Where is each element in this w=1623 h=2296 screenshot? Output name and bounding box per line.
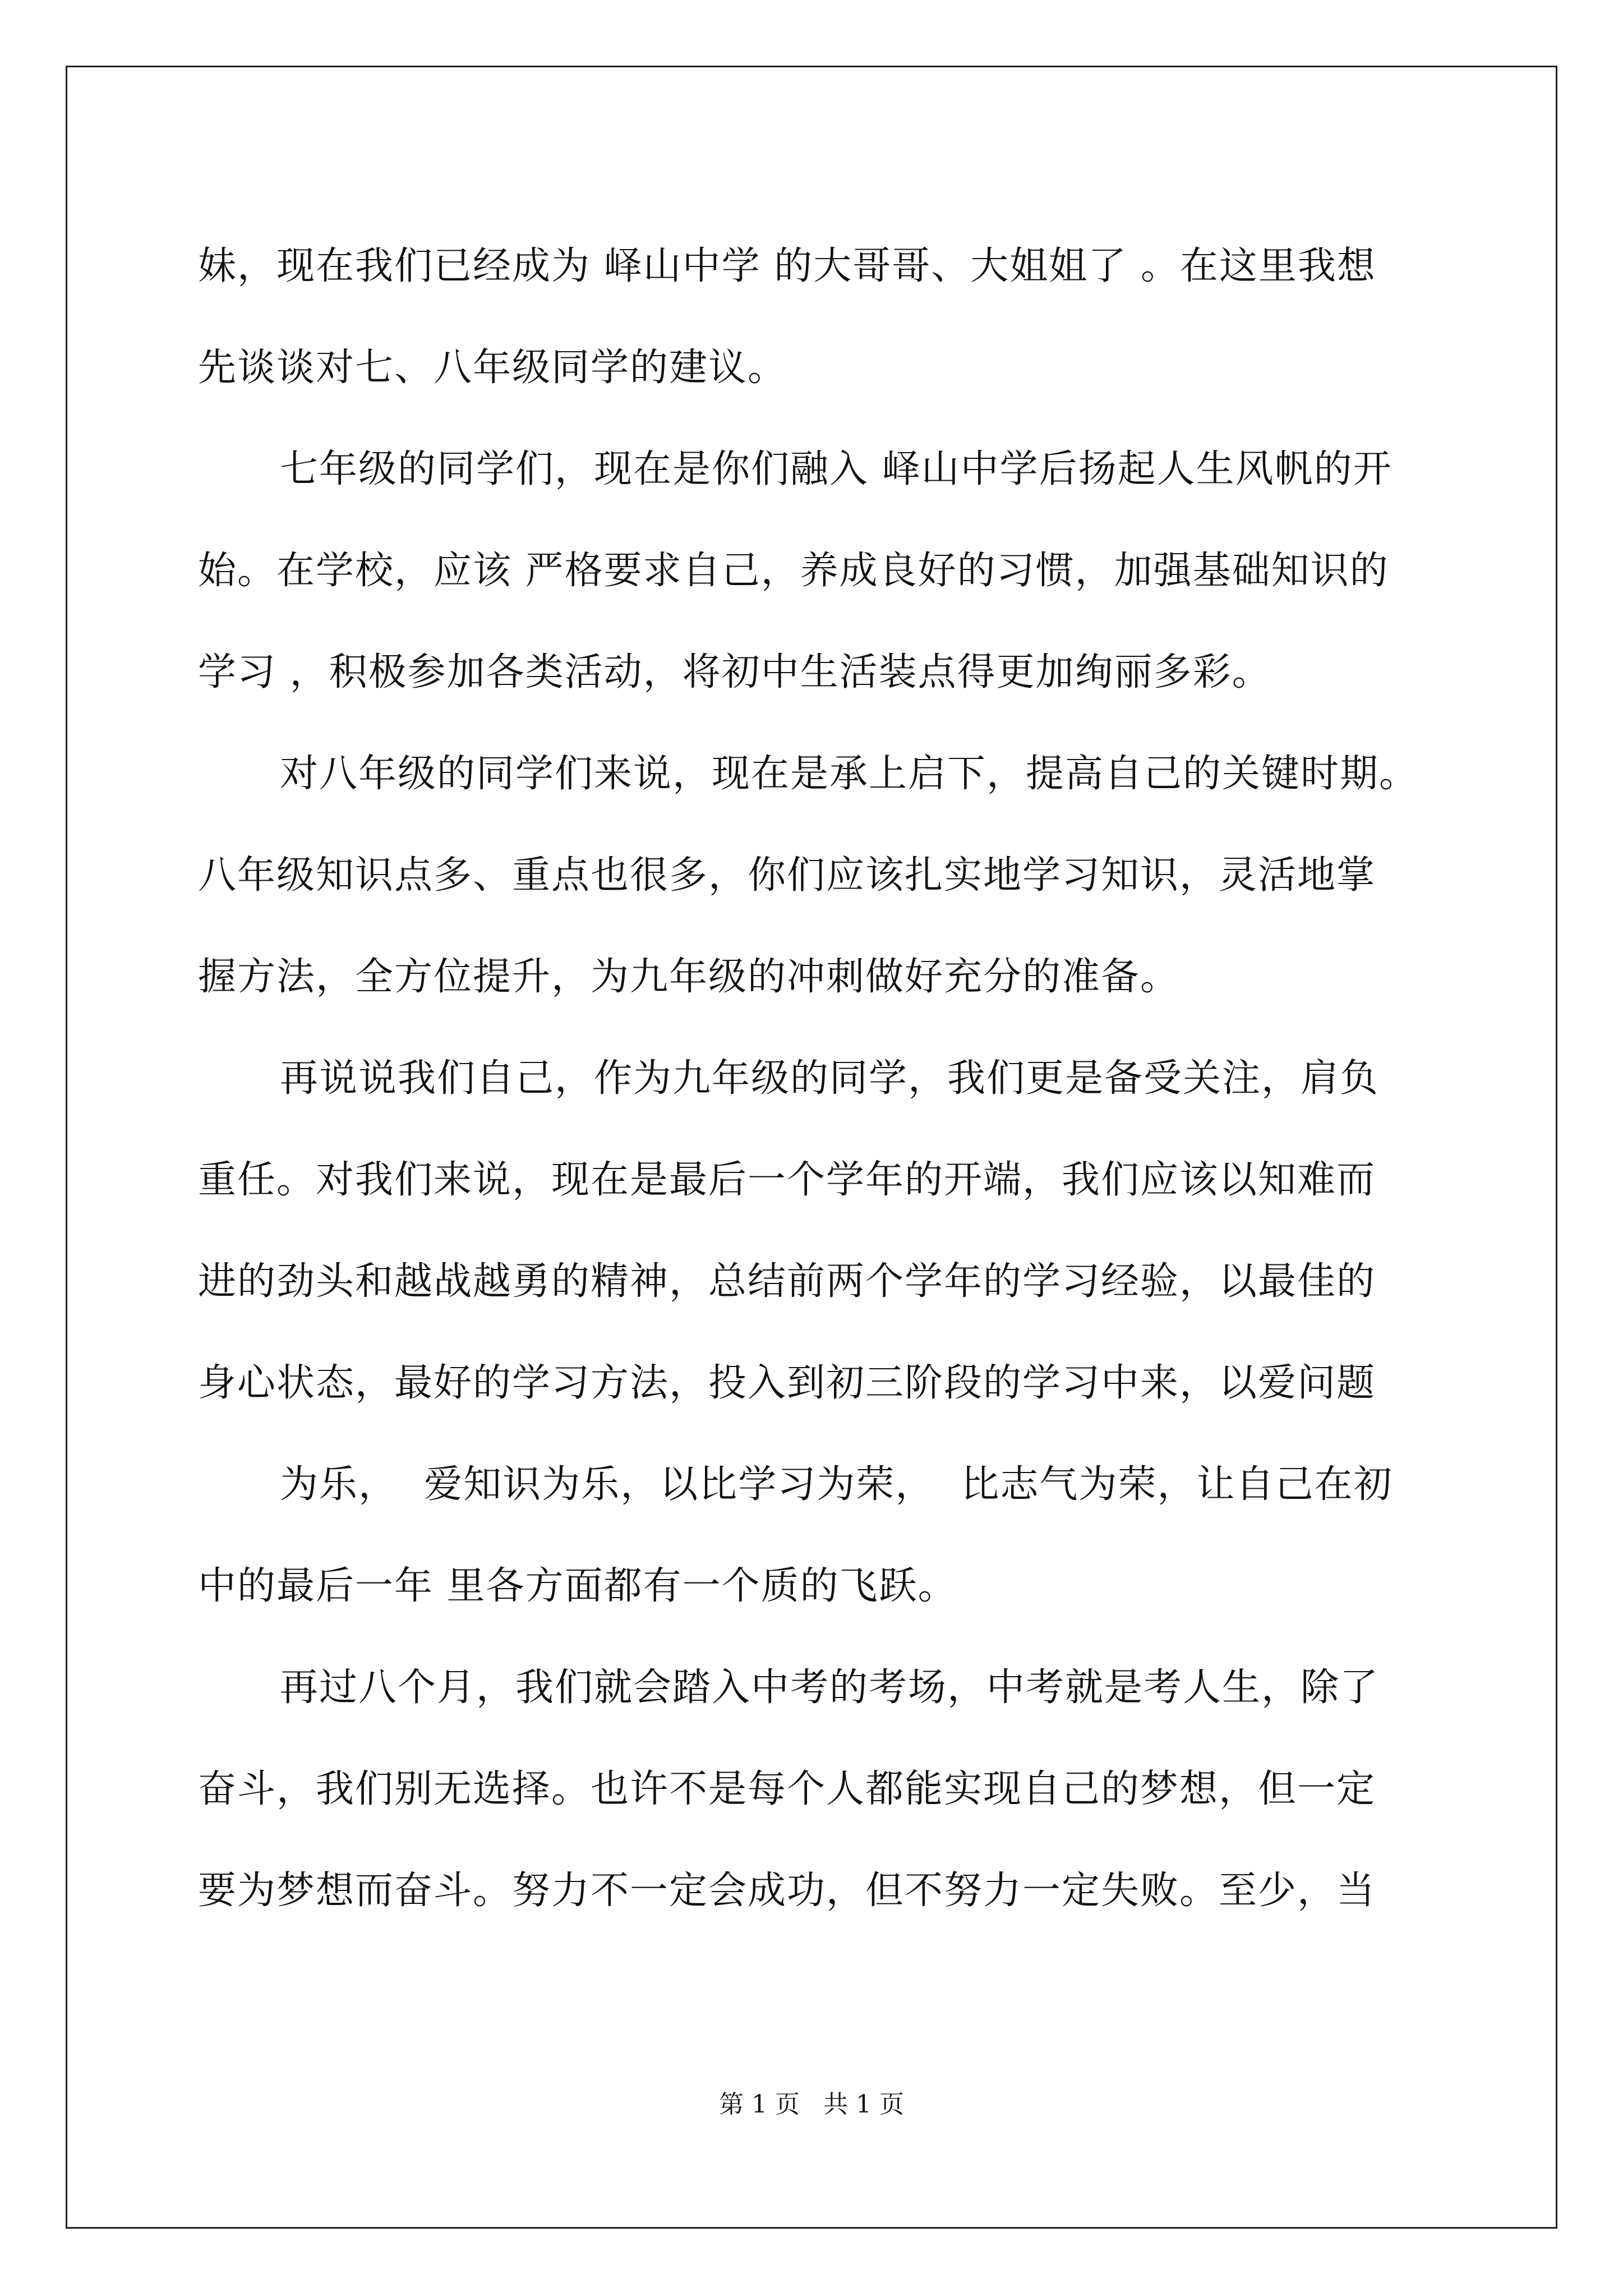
text-line: 奋斗，我们别无选择。也许不是每个人都能实现自己的梦想，但一定: [198, 1767, 1376, 1811]
text-line: 先谈谈对七、八年级同学的建议。: [198, 346, 787, 390]
document-body: [198, 215, 1432, 1941]
text-line: 进的劲头和越战越勇的精神，总结前两个学年的学习经验，以最佳的: [198, 1259, 1376, 1304]
text-line: 中的最后一年 里各方面都有一个质的飞跃。: [198, 1564, 957, 1608]
text-line: 八年级知识点多、重点也很多，你们应该扎实地学习知识，灵活地掌: [198, 853, 1376, 898]
paragraph-start-line: 对八年级的同学们来说，现在是承上启下，提高自己的关键时期。: [280, 752, 1419, 796]
paragraph-start-line: 为乐， 爱知识为乐，以比学习为荣， 比志气为荣，让自己在初: [280, 1462, 1393, 1507]
text-line: 身心状态，最好的学习方法，投入到初三阶段的学习中来，以爱问题: [198, 1361, 1376, 1405]
text-line: 学习 ，积极参加各类活动，将初中生活装点得更加绚丽多彩。: [198, 650, 1271, 694]
page-number-footer: 第 1 页 共 1 页: [719, 2090, 904, 2119]
text-line: 始。在学校，应该 严格要求自己，养成良好的习惯，加强基础知识的: [198, 549, 1389, 593]
paragraph-start-line: 七年级的同学们，现在是你们融入 峄山中学后扬起人生风帆的开: [280, 447, 1393, 491]
text-line: 要为梦想而奋斗。努力不一定会成功，但不努力一定失败。至少，当: [198, 1869, 1376, 1913]
paragraph-start-line: 再过八个月，我们就会踏入中考的考场，中考就是考人生，除了: [280, 1665, 1380, 1710]
text-line: 妹，现在我们已经成为 峄山中学 的大哥哥、大姐姐了 。在这里我想: [198, 244, 1376, 288]
text-line: 握方法，全方位提升，为九年级的冲刺做好充分的准备。: [198, 955, 1180, 999]
text-line: 重任。对我们来说，现在是最后一个学年的开端，我们应该以知难而: [198, 1158, 1376, 1202]
paragraph-start-line: 再说说我们自己，作为九年级的同学，我们更是备受关注，肩负: [280, 1056, 1380, 1101]
